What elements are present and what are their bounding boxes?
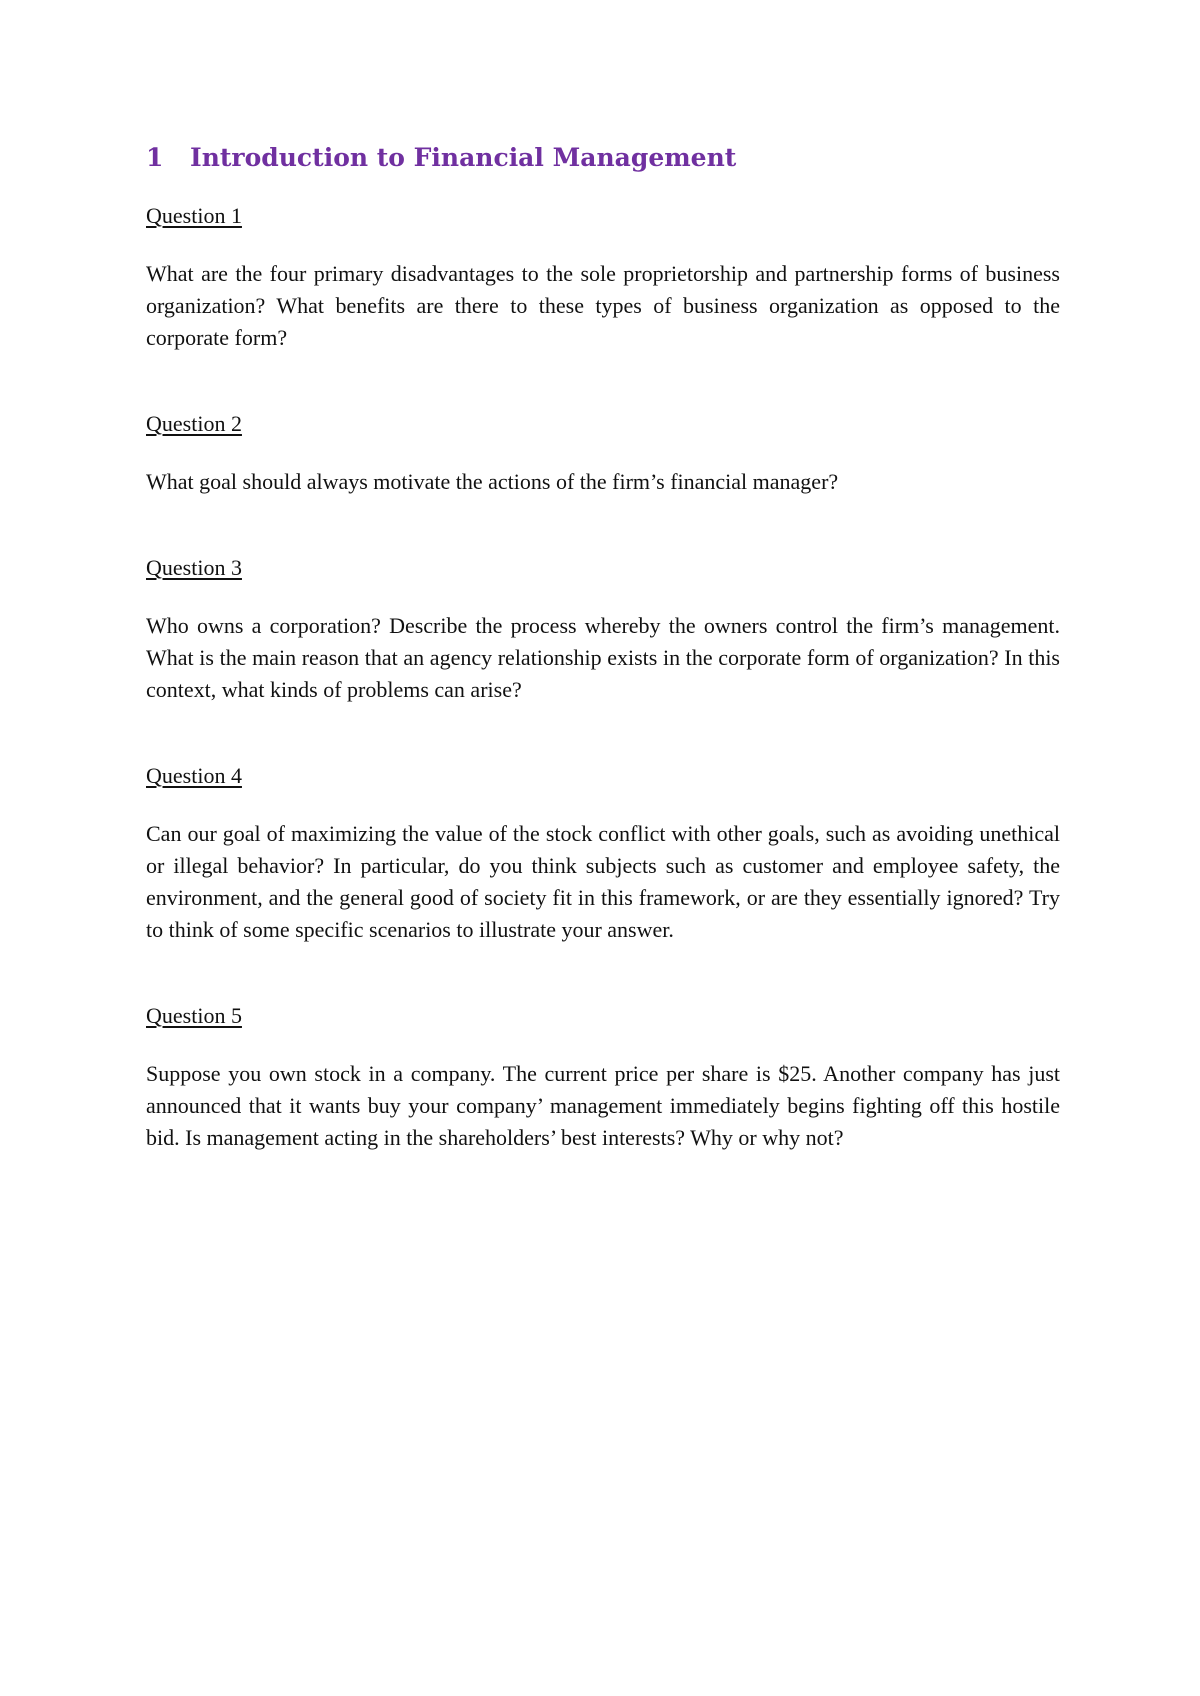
question-title: Question 3: [146, 555, 242, 580]
question-1: [146, 200, 1060, 354]
question-body: Suppose you own stock in a company. The current price per share is $25. Another company has just announced that it wants buy your company’ management immediately begins fighting off this hostile bid. Is management acting in the shareholders’ best interests? Why or why not?: [146, 1061, 1060, 1150]
chapter-heading: [146, 140, 1060, 176]
chapter-title: Introduction to Financial Management: [190, 143, 737, 172]
page-content: [146, 140, 1060, 1154]
question-body: Can our goal of maximizing the value of the stock conflict with other goals, such as avoiding unethical or illegal behavior? In particular, do you think subjects such as customer and employee safety, the environment, and the general good of society fit in this framework, or are they essentially ignored? Try to think of some specific scenarios to illustrate your answer.: [146, 821, 1060, 942]
question-4: [146, 760, 1060, 946]
question-5: [146, 1000, 1060, 1154]
question-3: [146, 552, 1060, 706]
question-body: Who owns a corporation? Describe the process whereby the owners control the firm’s management. What is the main reason that an agency relationship exists in the corporate form of organization? In this context, what kinds of problems can arise?: [146, 613, 1060, 702]
question-body: What goal should always motivate the actions of the firm’s financial manager?: [146, 469, 839, 494]
question-title: Question 4: [146, 763, 242, 788]
question-2: [146, 408, 1060, 498]
chapter-number: 1: [146, 143, 164, 172]
question-title: Question 1: [146, 203, 242, 228]
question-title: Question 2: [146, 411, 242, 436]
question-body: What are the four primary disadvantages to the sole proprietorship and partnership forms of business organization? What benefits are there to these types of business organization as opposed to the corporate form?: [146, 261, 1060, 350]
question-title: Question 5: [146, 1003, 242, 1028]
